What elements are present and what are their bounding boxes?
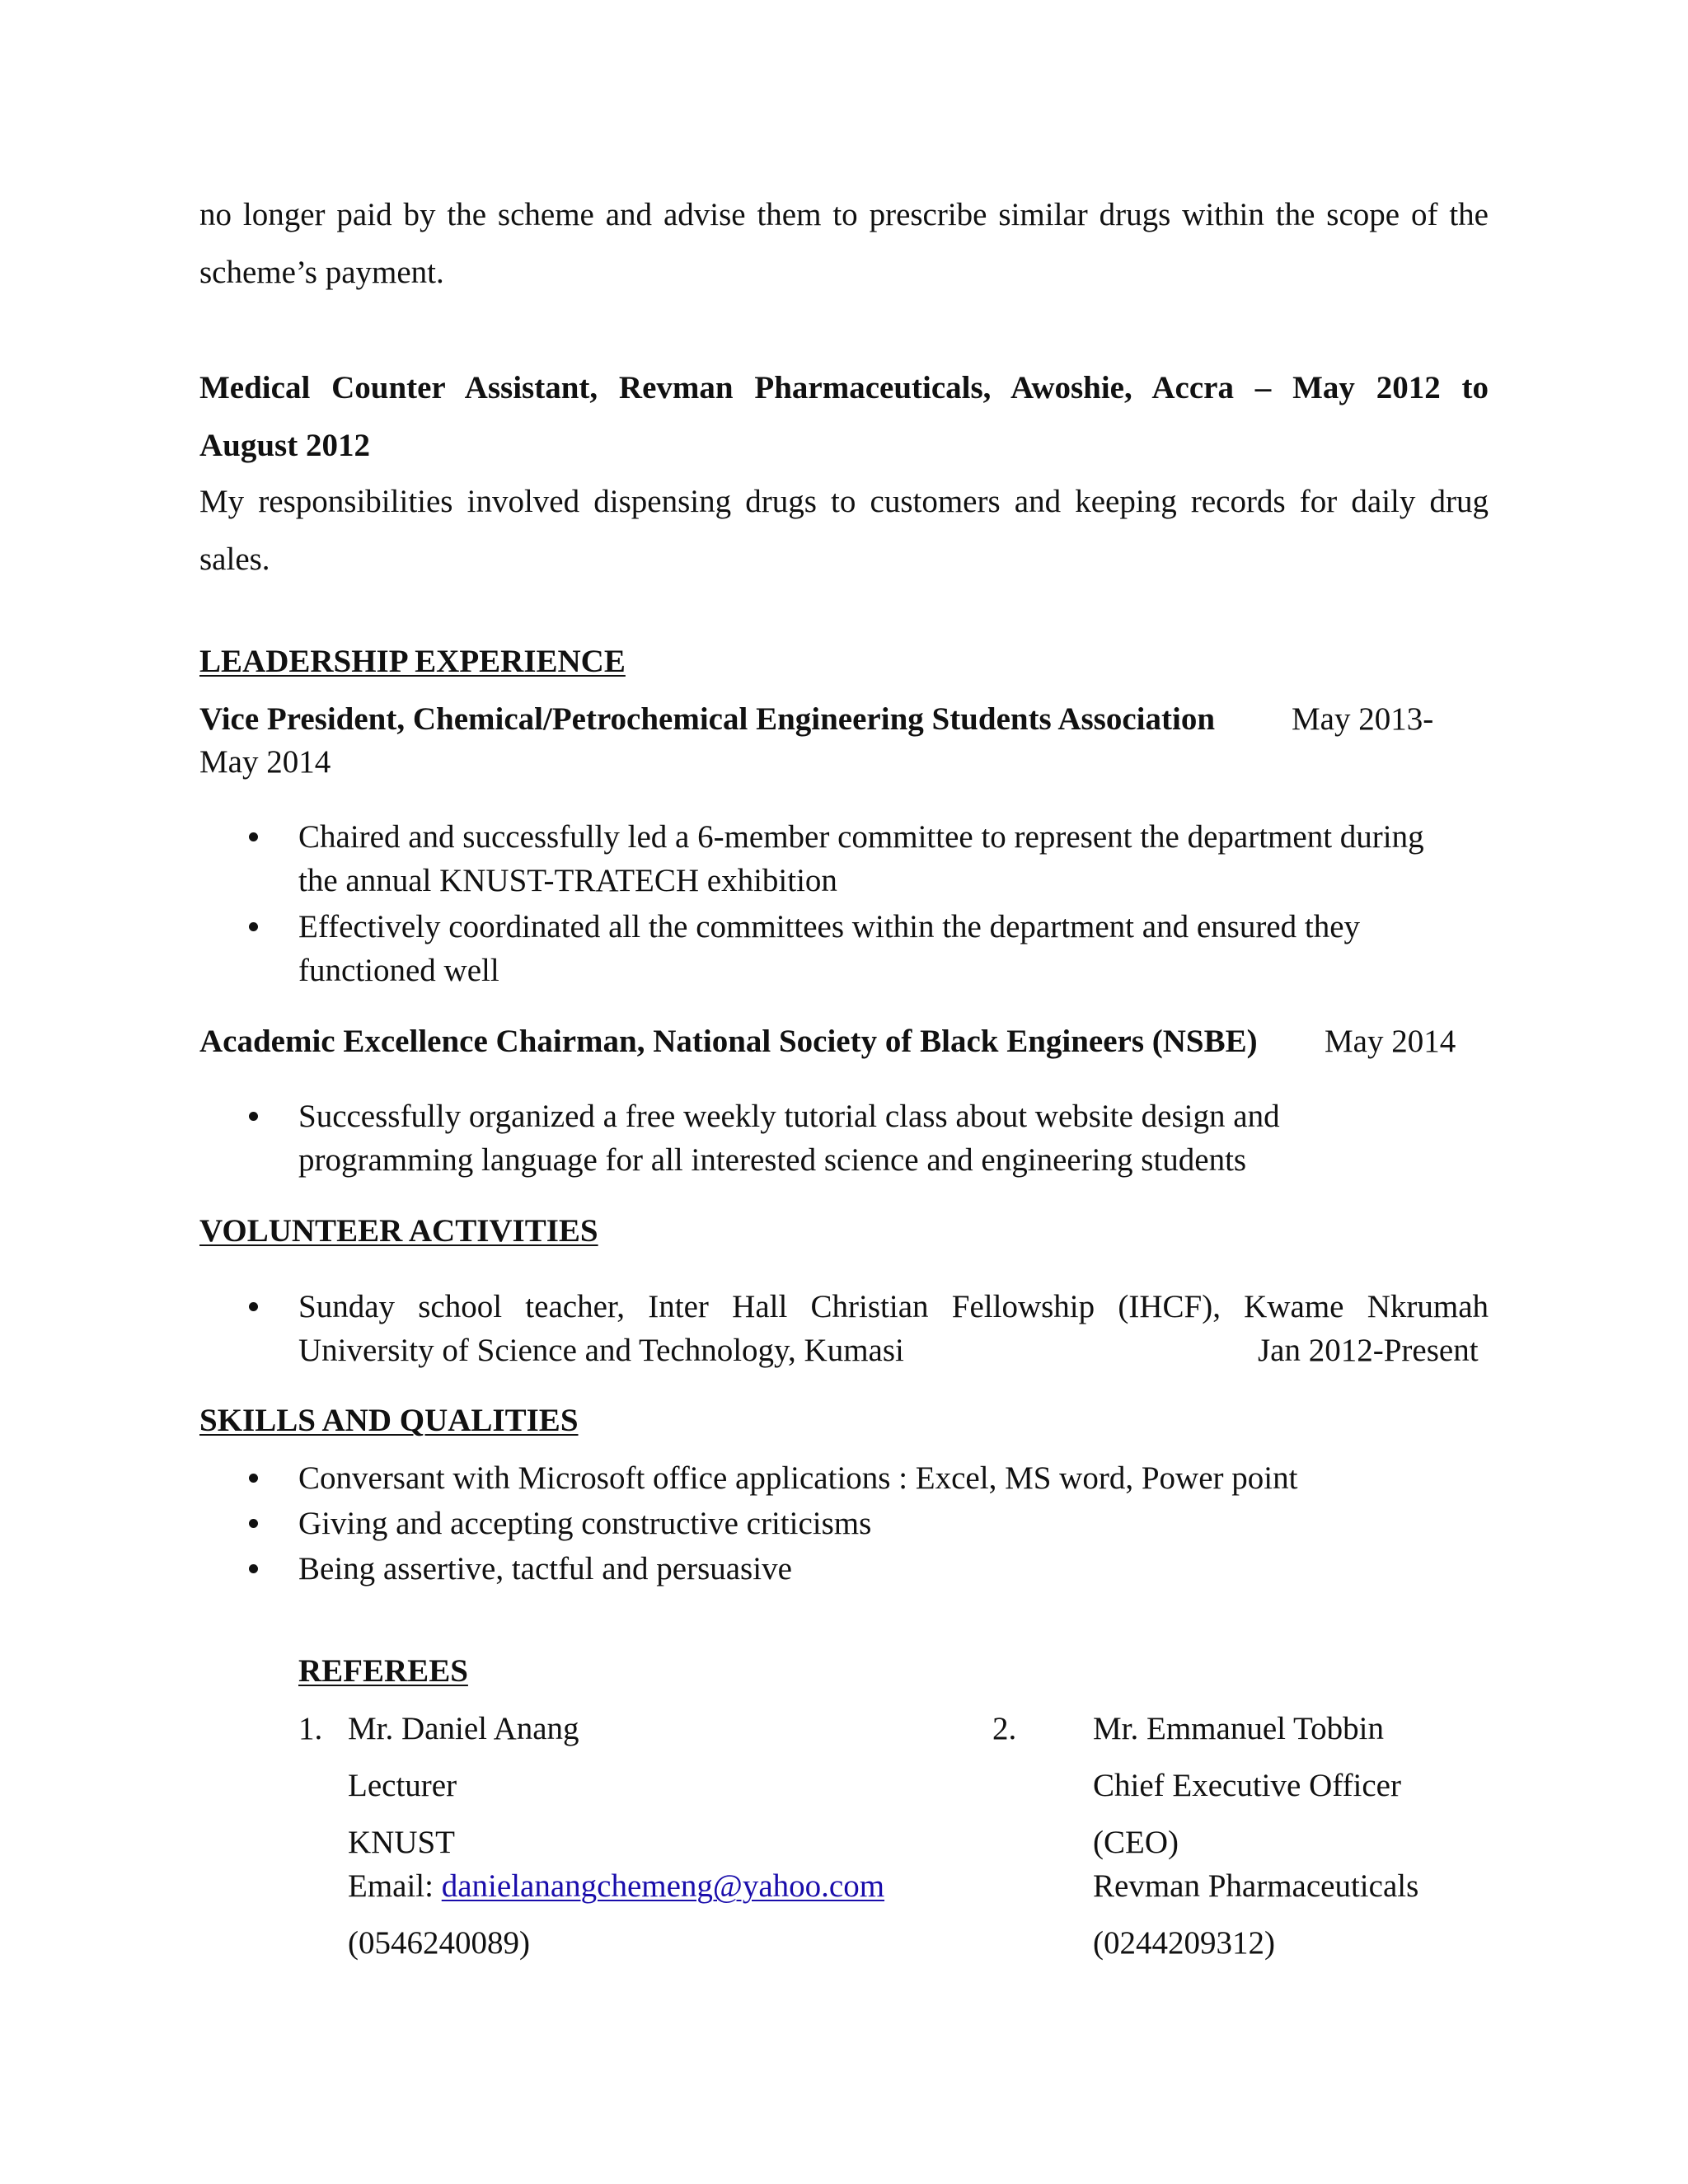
job-description-line-1: My responsibilities involved dispensing drugs to customers and keeping records for daily drug [199, 484, 1489, 519]
leadership-heading: LEADERSHIP EXPERIENCE [199, 644, 626, 679]
volunteer-heading: VOLUNTEER ACTIVITIES [199, 1213, 598, 1249]
job-description-line-2: sales. [199, 541, 270, 577]
job-title-line-2: August 2012 [199, 428, 370, 463]
role1-bullet2-line-1: Effectively coordinated all the committees within the department and ensured they [298, 909, 1361, 944]
referee2-name: Mr. Emmanuel Tobbin [1093, 1711, 1384, 1746]
referee1-email-label: Email: [348, 1868, 442, 1904]
role1-bullet1-line-2: the annual KNUST-TRATECH exhibition [298, 863, 837, 898]
bullet-icon [249, 1519, 258, 1528]
role2-bullet1-line-2: programming language for all interested science and engineering students [298, 1142, 1247, 1178]
intro-line-2: scheme’s payment. [199, 255, 444, 290]
role2-bullet1-line-1: Successfully organized a free weekly tutorial class about website design and [298, 1099, 1280, 1134]
bullet-icon [249, 1112, 258, 1121]
referee1-phone: (0546240089) [348, 1925, 530, 1961]
leadership-role2-date: May 2014 [1325, 1024, 1456, 1059]
skills-item: Being assertive, tactful and persuasive [298, 1551, 792, 1586]
leadership-role2-title: Academic Excellence Chairman, National Society of Black Engineers (NSBE) [199, 1024, 1258, 1059]
skills-heading: SKILLS AND QUALITIES [199, 1403, 579, 1438]
leadership-role1-date-start: May 2013- [1292, 701, 1434, 737]
bullet-icon [249, 1302, 258, 1311]
leadership-role1-date-end: May 2014 [199, 744, 331, 780]
referee1-organization: KNUST [348, 1825, 456, 1860]
intro-line-1: no longer paid by the scheme and advise them to prescribe similar drugs within the scope of the [199, 197, 1489, 232]
bullet-icon [249, 922, 258, 931]
referee2-organization: Revman Pharmaceuticals [1093, 1868, 1419, 1904]
referee2-phone: (0244209312) [1093, 1925, 1275, 1961]
bullet-icon [249, 1564, 258, 1573]
job-title-line-1: Medical Counter Assistant, Revman Pharmaceuticals, Awoshie, Accra – May 2012 to [199, 370, 1489, 405]
role1-bullet1-line-1: Chaired and successfully led a 6-member committee to represent the department during [298, 819, 1424, 855]
referee2-position: Chief Executive Officer [1093, 1768, 1401, 1803]
leadership-role1-title: Vice President, Chemical/Petrochemical Engineering Students Association [199, 701, 1216, 737]
referee2-number: 2. [992, 1711, 1017, 1746]
referee1-email-row [348, 1868, 884, 1905]
volunteer-item-date: Jan 2012-Present [1258, 1333, 1479, 1368]
bullet-icon [249, 832, 258, 841]
referee1-email-link[interactable]: danielanangchemeng@yahoo.com [441, 1868, 885, 1904]
bullet-icon [249, 1474, 258, 1483]
skills-item: Conversant with Microsoft office applications : Excel, MS word, Power point [298, 1460, 1298, 1496]
volunteer-item-line-2: University of Science and Technology, Kumasi [298, 1333, 904, 1368]
referees-heading: REFEREES [298, 1653, 468, 1689]
role1-bullet2-line-2: functioned well [298, 953, 499, 988]
referee2-position-abbr: (CEO) [1093, 1825, 1179, 1860]
skills-item: Giving and accepting constructive criticisms [298, 1506, 872, 1541]
referee1-position: Lecturer [348, 1768, 457, 1803]
referee1-name: Mr. Daniel Anang [348, 1711, 579, 1746]
volunteer-item-line-1: Sunday school teacher, Inter Hall Christian Fellowship (IHCF), Kwame Nkrumah [298, 1289, 1489, 1324]
referee1-number: 1. [298, 1711, 323, 1746]
